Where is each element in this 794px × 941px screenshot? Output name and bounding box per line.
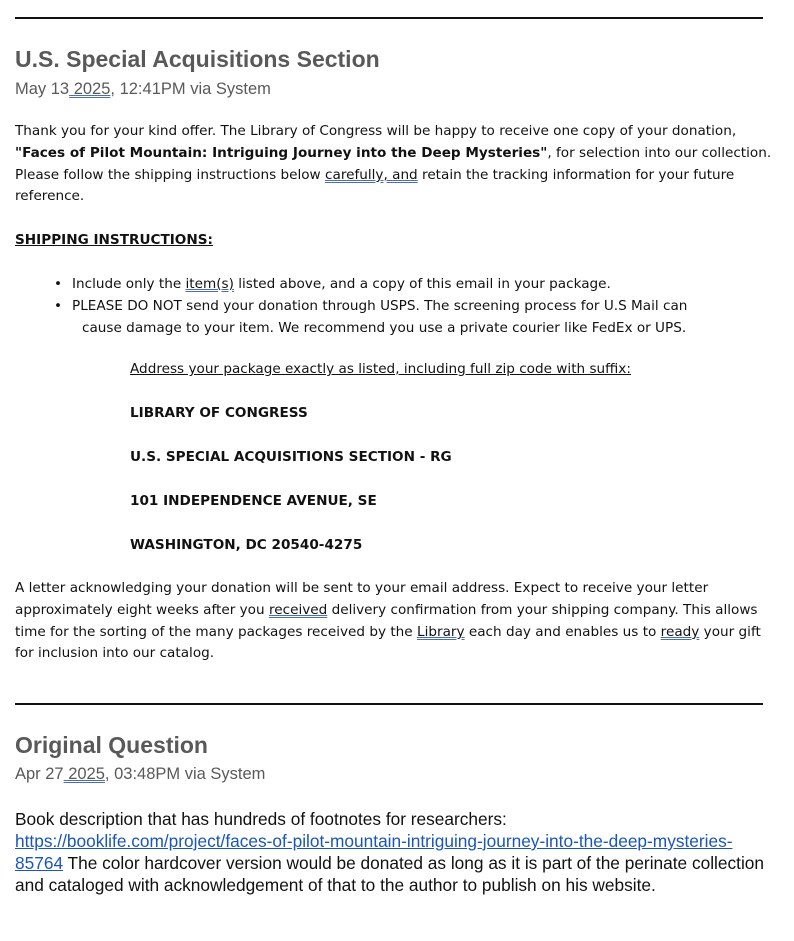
bullet2-line1: PLEASE DO NOT send your donation through USPS. The screening process for U.S Mail can xyxy=(72,297,688,314)
p1-underlined: carefully, and xyxy=(325,166,418,183)
p1-text-b: , for selection into our collection. Please follow the shipping instructions below xyxy=(15,144,772,183)
shipping-heading: SHIPPING INSTRUCTIONS: xyxy=(15,232,213,248)
question-text-b: The color hardcover version would be donated as long as it is part of the perinate collection and cataloged with acknowledgement of that to the author to publish on his website. xyxy=(15,853,765,895)
bullet1-text-a: Include only the xyxy=(72,276,186,292)
bullet-dot-icon: • xyxy=(54,276,63,292)
address-line-3: 101 INDEPENDENCE AVENUE, SE xyxy=(130,493,377,509)
reply-title: U.S. Special Acquisitions Section xyxy=(15,46,380,72)
reply-date xyxy=(15,80,271,99)
original-date-prefix: Apr 27 xyxy=(15,765,64,783)
original-title: Original Question xyxy=(15,732,208,758)
bullet1-underlined: item(s) xyxy=(185,276,234,292)
reply-date-prefix: May 13 xyxy=(15,80,70,98)
bullet-item xyxy=(50,274,740,296)
address-line-1: LIBRARY OF CONGRESS xyxy=(130,405,308,421)
question-text-a: Book description that has hundreds of footnotes for researchers: xyxy=(15,809,507,829)
top-divider xyxy=(15,17,763,19)
reply-date-suffix: , 12:41PM via System xyxy=(110,80,271,98)
address-line-4: WASHINGTON, DC 20540-4275 xyxy=(130,537,363,553)
p2-underlined-1: received xyxy=(268,601,328,618)
original-question-text xyxy=(15,808,765,896)
p2-text-c: each day and enables us to xyxy=(464,623,661,640)
shipping-bullets xyxy=(50,274,740,339)
reply-paragraph-2 xyxy=(15,578,775,665)
original-date-year: 2025 xyxy=(63,765,105,783)
booklife-link[interactable]: https://booklife.com/project/faces-of-pilot-mountain-intriguing-journey-into-the-deep-mysteries-85764 xyxy=(15,831,733,873)
p2-text-d: your gift for inclusion into our catalog. xyxy=(15,623,761,662)
reply-paragraph-1 xyxy=(15,121,775,208)
p2-text-b: delivery confirmation from your shipping company. This allows time for the sorting of the many packages received by the xyxy=(15,601,758,640)
book-title: "Faces of Pilot Mountain: Intriguing Journey into the Deep Mysteries" xyxy=(15,144,548,161)
p2-text-a: A letter acknowledging your donation will be sent to your email address. Expect to receive your letter approximately eight weeks after you xyxy=(15,580,709,618)
p2-underlined-3: ready xyxy=(660,623,700,640)
section-divider xyxy=(15,703,763,705)
bullet2-line2: cause damage to your item. We recommend you use a private courier like FedEx or UPS. xyxy=(82,319,687,336)
bullet-item xyxy=(50,296,740,340)
reply-date-year: 2025 xyxy=(69,80,111,98)
bullet-dot-icon: • xyxy=(54,297,63,314)
bullet1-text-b: listed above, and a copy of this email in your package. xyxy=(233,276,611,292)
address-line-2: U.S. SPECIAL ACQUISITIONS SECTION - RG xyxy=(130,449,452,465)
p1-text-c: retain the tracking information for your future reference. xyxy=(15,166,735,205)
original-date xyxy=(15,765,265,784)
address-intro: Address your package exactly as listed, including full zip code with suffix: xyxy=(130,361,631,377)
p2-underlined-2: Library xyxy=(417,623,465,640)
p1-text-a: Thank you for your kind offer. The Library of Congress will be happy to receive one copy of your donation, xyxy=(15,123,737,139)
original-date-suffix: , 03:48PM via System xyxy=(104,765,266,783)
